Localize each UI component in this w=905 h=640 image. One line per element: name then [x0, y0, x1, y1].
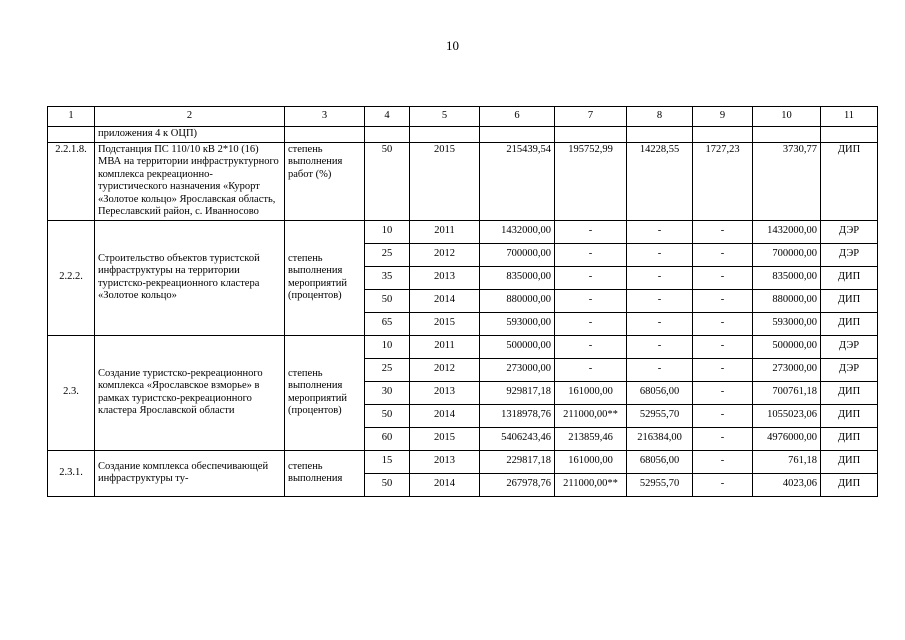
page-number: 10 [446, 38, 459, 53]
header-cell: 6 [480, 107, 555, 127]
continuation-row [48, 127, 878, 143]
table-cell: 4976000,00 [753, 427, 821, 450]
table-cell: 2013 [410, 266, 480, 289]
table-row [48, 220, 878, 243]
indicator: степень выполнения мероприятий (процентов) [285, 335, 365, 450]
table-cell: 2013 [410, 450, 480, 473]
table-cell: ДЭР [821, 220, 878, 243]
table-cell: 229817,18 [480, 450, 555, 473]
table-cell: 195752,99 [555, 142, 627, 220]
table-cell: - [693, 289, 753, 312]
table-cell: 1432000,00 [480, 220, 555, 243]
table-cell: 1055023,06 [753, 404, 821, 427]
table-cell: 593000,00 [480, 312, 555, 335]
table-row [48, 142, 878, 220]
table-cell: - [693, 266, 753, 289]
table-cell: - [693, 404, 753, 427]
table-cell: 2013 [410, 381, 480, 404]
table-cell: - [693, 335, 753, 358]
header-cell: 7 [555, 107, 627, 127]
item-number: 2.2.2. [48, 220, 95, 335]
header-cell: 4 [365, 107, 410, 127]
table-cell: 1318978,76 [480, 404, 555, 427]
table-cell: - [627, 289, 693, 312]
table-cell: 700000,00 [753, 243, 821, 266]
table-cell: - [627, 312, 693, 335]
header-cell: 11 [821, 107, 878, 127]
table-cell: 2012 [410, 243, 480, 266]
table-cell: ДИП [821, 473, 878, 496]
header-cell: 9 [693, 107, 753, 127]
table-cell: - [555, 335, 627, 358]
table-cell: 2014 [410, 404, 480, 427]
table-cell: 215439,54 [480, 142, 555, 220]
table-cell: ДИП [821, 289, 878, 312]
header-cell: 2 [95, 107, 285, 127]
table-cell: 929817,18 [480, 381, 555, 404]
table-cell: 161000,00 [555, 381, 627, 404]
table-cell: - [693, 220, 753, 243]
table-cell: 3730,77 [753, 142, 821, 220]
item-name: Создание комплекса обеспечивающей инфраструктуры ту- [95, 450, 285, 496]
table-row [48, 335, 878, 358]
table-cell: - [627, 266, 693, 289]
table-cell: 5406243,46 [480, 427, 555, 450]
table-cell: 161000,00 [555, 450, 627, 473]
item-number: 2.2.1.8. [48, 142, 95, 220]
table-cell: 500000,00 [480, 335, 555, 358]
table-cell: 880000,00 [480, 289, 555, 312]
table-cell: ДИП [821, 142, 878, 220]
table-cell: 35 [365, 266, 410, 289]
table-cell: 2011 [410, 335, 480, 358]
header-cell: 1 [48, 107, 95, 127]
table-cell: 835000,00 [753, 266, 821, 289]
item-name: Подстанция ПС 110/10 кВ 2*10 (16) МВА на территории инфраструктурного комплекса рекреационно-туристического назначения «Курорт «Золотое кольцо» Ярославская область, Переславский район, с. Иванносово [95, 142, 285, 220]
table-cell: ДЭР [821, 335, 878, 358]
header-cell: 8 [627, 107, 693, 127]
table-cell: 52955,70 [627, 473, 693, 496]
table-cell: - [555, 266, 627, 289]
table-cell: 2014 [410, 289, 480, 312]
header-cell: 10 [753, 107, 821, 127]
item-name: Строительство объектов туристской инфраструктуры на территории туристско-рекреационного кластера «Золотое кольцо» [95, 220, 285, 335]
table-cell: 2011 [410, 220, 480, 243]
table-cell: 10 [365, 335, 410, 358]
table-cell: 68056,00 [627, 450, 693, 473]
table-cell: 593000,00 [753, 312, 821, 335]
item-name: Создание туристско-рекреационного комплекса «Ярославское взморье» в рамках туристско-рекреационного кластера Ярославской области [95, 335, 285, 450]
table-cell: 213859,46 [555, 427, 627, 450]
table-cell: 30 [365, 381, 410, 404]
table-cell: - [627, 220, 693, 243]
table-cell: 267978,76 [480, 473, 555, 496]
table-cell: ДЭР [821, 358, 878, 381]
table-cell: 700761,18 [753, 381, 821, 404]
table-cell: ДИП [821, 266, 878, 289]
table-cell: 211000,00** [555, 404, 627, 427]
table-cell: 2012 [410, 358, 480, 381]
table-cell: ДИП [821, 450, 878, 473]
table-cell: ДИП [821, 312, 878, 335]
table-cell: 68056,00 [627, 381, 693, 404]
table-cell: - [693, 473, 753, 496]
table-cell: 880000,00 [753, 289, 821, 312]
indicator: степень выполнения [285, 450, 365, 496]
table-cell: 761,18 [753, 450, 821, 473]
table-cell: 25 [365, 358, 410, 381]
table-cell: 50 [365, 473, 410, 496]
table-cell: 1432000,00 [753, 220, 821, 243]
table-cell: 500000,00 [753, 335, 821, 358]
indicator: степень выполнения работ (%) [285, 142, 365, 220]
table-cell: ДЭР [821, 243, 878, 266]
table-cell: 835000,00 [480, 266, 555, 289]
item-number: 2.3.1. [48, 450, 95, 496]
header-cell: 3 [285, 107, 365, 127]
table-cell: ДИП [821, 381, 878, 404]
table-cell: ДИП [821, 404, 878, 427]
indicator: степень выполнения мероприятий (процентов) [285, 220, 365, 335]
table-cell: - [555, 220, 627, 243]
table-cell: 216384,00 [627, 427, 693, 450]
continuation-text: приложения 4 к ОЦП) [95, 127, 285, 143]
table-cell: 50 [365, 142, 410, 220]
table-cell: 50 [365, 404, 410, 427]
table-cell: 25 [365, 243, 410, 266]
table-cell: 50 [365, 289, 410, 312]
table-cell: 10 [365, 220, 410, 243]
table-cell: 14228,55 [627, 142, 693, 220]
header-row [48, 107, 878, 127]
table-cell: ДИП [821, 427, 878, 450]
table-cell: - [555, 289, 627, 312]
table-cell: 2015 [410, 142, 480, 220]
program-table [47, 106, 878, 497]
table-cell: 2015 [410, 427, 480, 450]
header-cell: 5 [410, 107, 480, 127]
table-cell: 60 [365, 427, 410, 450]
table-cell: - [693, 427, 753, 450]
table-cell: 52955,70 [627, 404, 693, 427]
table-cell: - [693, 381, 753, 404]
table-cell: - [555, 358, 627, 381]
table-cell: - [627, 358, 693, 381]
table-cell: 1727,23 [693, 142, 753, 220]
table-cell: - [555, 243, 627, 266]
table-cell: 700000,00 [480, 243, 555, 266]
table-cell: - [693, 243, 753, 266]
table-cell: 211000,00** [555, 473, 627, 496]
table-cell: 2015 [410, 312, 480, 335]
table-cell: - [555, 312, 627, 335]
table-cell: - [693, 312, 753, 335]
table-cell: 65 [365, 312, 410, 335]
table-cell: 273000,00 [480, 358, 555, 381]
table-cell: - [627, 335, 693, 358]
table-cell: 4023,06 [753, 473, 821, 496]
table-cell: 15 [365, 450, 410, 473]
table-cell: - [693, 450, 753, 473]
table-cell: - [693, 358, 753, 381]
table-row [48, 450, 878, 473]
table-cell: 273000,00 [753, 358, 821, 381]
table-cell: - [627, 243, 693, 266]
table-cell: 2014 [410, 473, 480, 496]
item-number: 2.3. [48, 335, 95, 450]
